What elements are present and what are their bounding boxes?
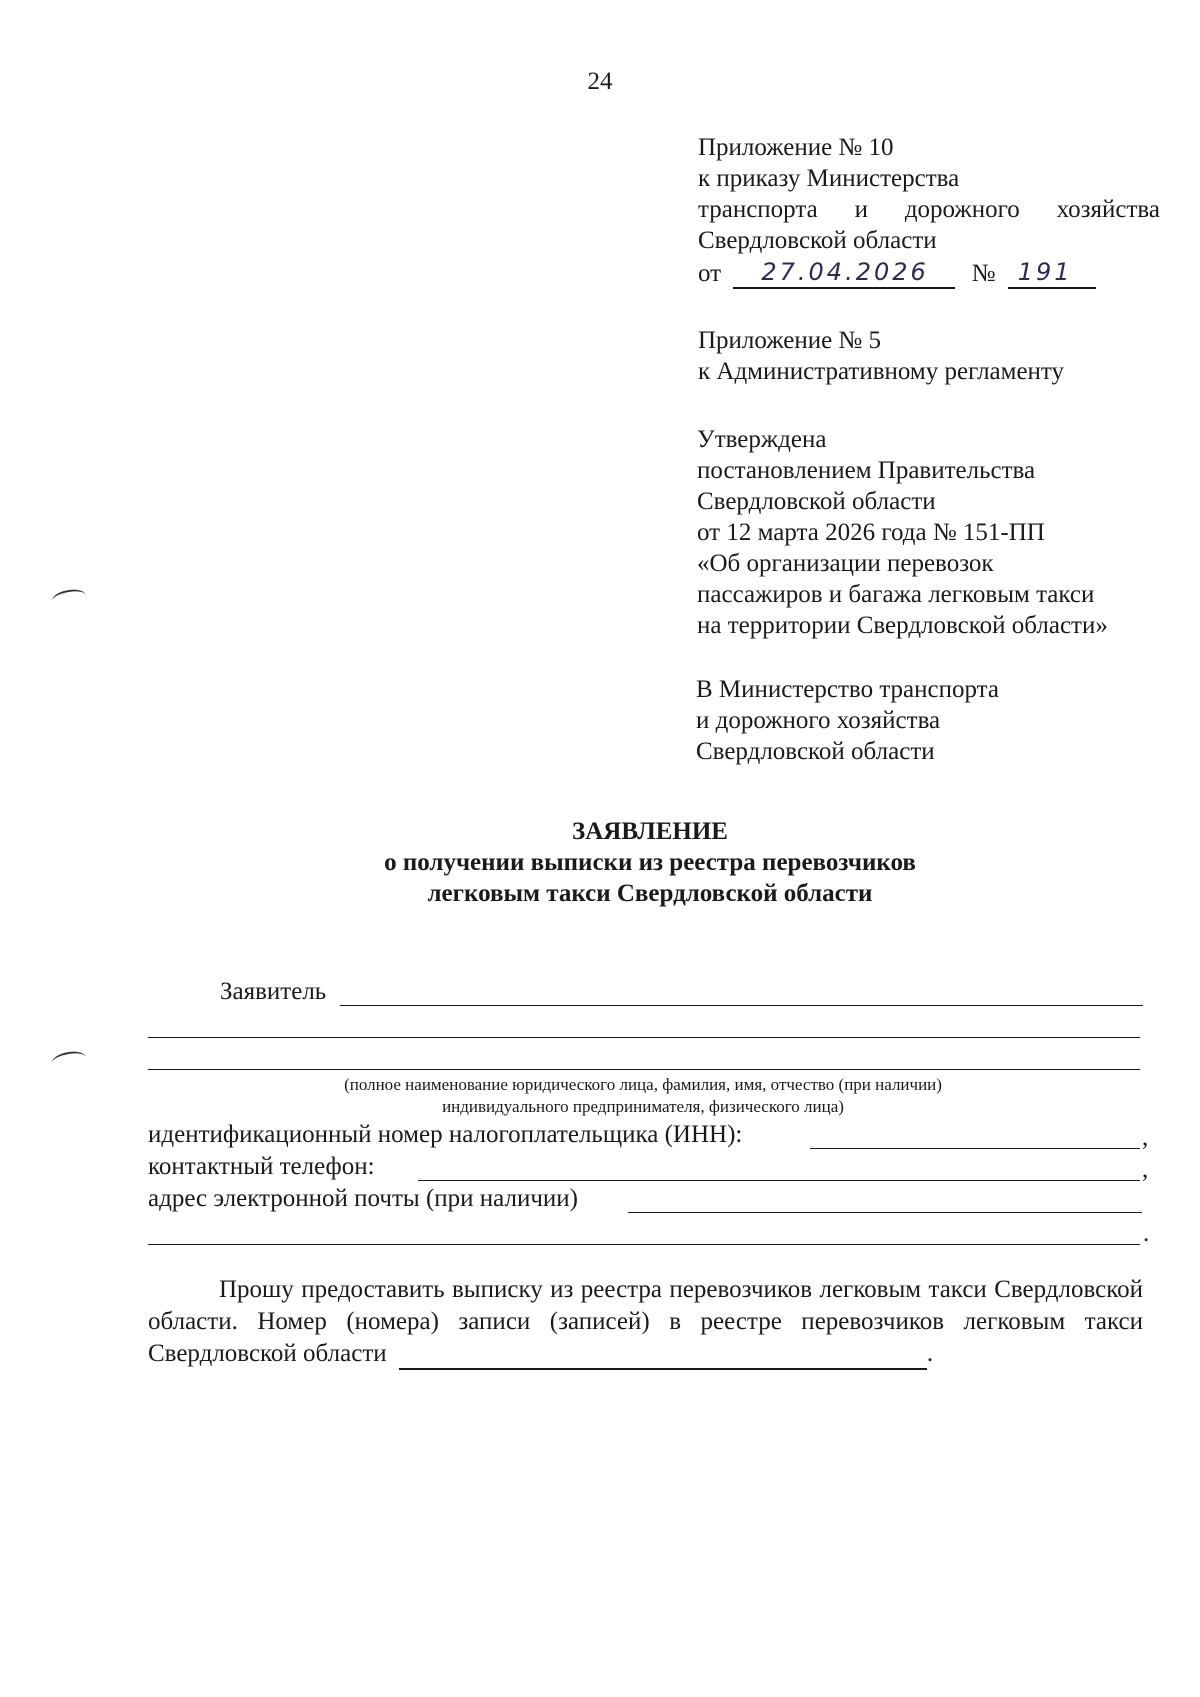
page-number: 24 [587,68,613,95]
addressee-line: и дорожного хозяйства [696,707,941,734]
appendix-10-ministry [698,194,1160,225]
approval-line: на территории Свердловской области» [697,612,1108,639]
email-field[interactable] [628,1212,1142,1213]
applicant-field-line-3[interactable] [148,1069,1140,1070]
order-date-number-line [698,258,1160,289]
ministry-word: и [854,196,868,223]
approval-block [697,424,1108,641]
record-number-field[interactable] [399,1346,927,1370]
request-text: Прошу предоставить выписку из реестра перевозчиков легковым такси Свердловской области. Номер (номера) записи (записей) в реестре перевозчиков легковым такси Свердловской области [148,1276,1143,1367]
order-date-handwritten: 27.04.2026 [761,258,929,286]
ministry-word: дорожного [904,196,1020,223]
applicant-note-line-1: (полное наименование юридического лица, фамилия, имя, отчество (при наличии) [344,1075,942,1094]
order-number-handwritten: 191 [1017,258,1073,286]
approval-line: пассажиров и багажа легковым такси [697,581,1095,608]
inn-field[interactable] [810,1148,1140,1149]
request-paragraph [148,1274,1143,1370]
scan-mark-icon [51,1049,87,1071]
document-title [0,816,1200,909]
inn-comma: , [1142,1124,1149,1151]
ministry-word: хозяйства [1056,196,1160,223]
order-date-field [733,259,955,289]
title-line-1: ЗАЯВЛЕНИЕ [572,818,728,845]
approval-line: постановлением Правительства [697,457,1036,484]
phone-field[interactable] [418,1180,1140,1181]
phone-label: контактный телефон: [148,1153,375,1180]
appendix-10-region: Свердловской области [698,227,937,254]
approval-line: Утверждена [697,426,827,453]
from-label: от [698,260,722,287]
applicant-note-line-2: индивидуального предпринимателя, физического лица) [442,1097,844,1116]
scan-mark-icon [51,587,87,609]
applicant-note [148,1074,1138,1118]
appendix-5-regulation: к Административному регламенту [698,358,1065,385]
appendix-10-order: к приказу Министерства [698,165,960,192]
ministry-word: транспорта [698,196,818,223]
number-label: № [971,260,996,287]
applicant-field-line-2[interactable] [148,1037,1140,1038]
email-label: адрес электронной почты (при наличии) [148,1185,578,1212]
inn-label: идентификационный номер налогоплательщика (ИНН): [148,1121,743,1148]
approval-line: от 12 марта 2026 года № 151-ПП [697,519,1045,546]
order-number-field [1008,259,1096,289]
appendix-10-title: Приложение № 10 [698,134,894,161]
email-field-line-2[interactable] [148,1244,1140,1245]
addressee-block [696,674,999,767]
appendix-10-block [698,132,1160,289]
phone-comma: , [1142,1156,1149,1183]
title-line-3: легковым такси Свердловской области [427,880,873,907]
addressee-line: В Министерство транспорта [696,676,999,703]
request-period: . [926,1340,934,1367]
addressee-line: Свердловской области [696,738,935,765]
email-period: . [1143,1220,1150,1247]
appendix-5-title: Приложение № 5 [698,327,882,354]
approval-line: Свердловской области [697,488,936,515]
applicant-label: Заявитель [220,978,327,1005]
appendix-5-block [698,325,1064,387]
applicant-field[interactable] [340,1005,1143,1006]
title-line-2: о получении выписки из реестра перевозчиков [384,849,916,876]
approval-line: «Об организации перевозок [697,550,994,577]
